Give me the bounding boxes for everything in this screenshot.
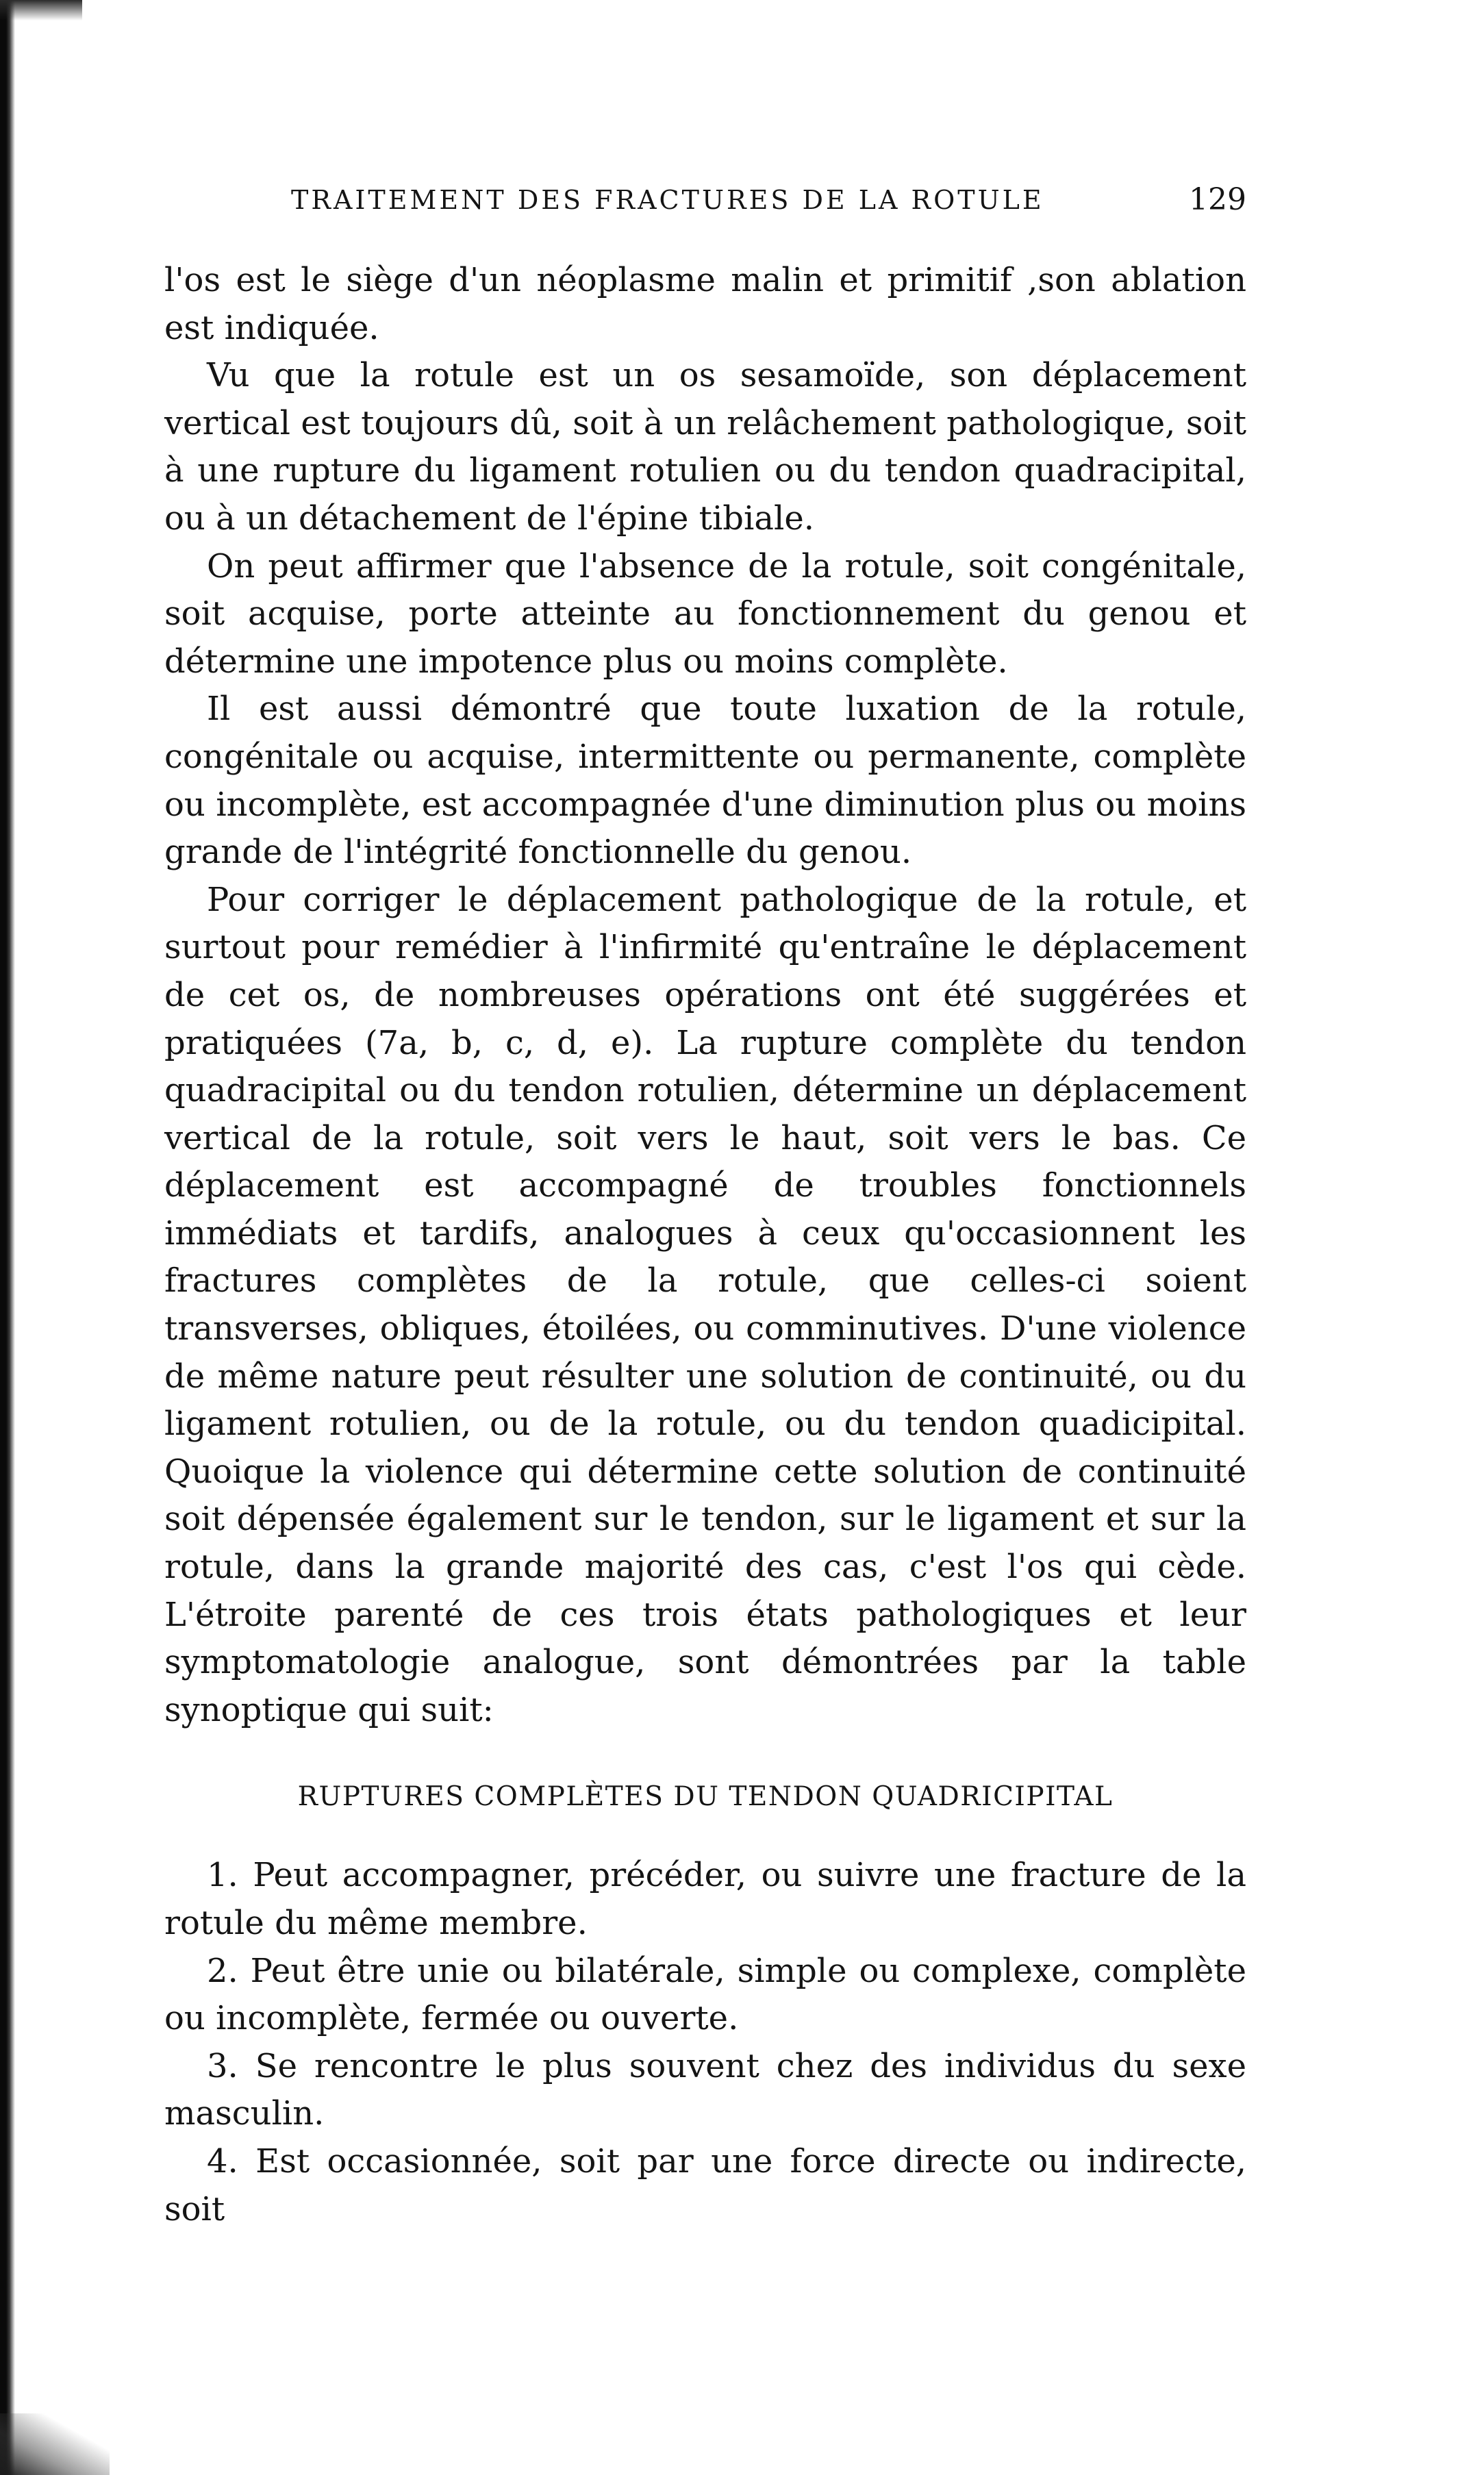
list-item: 4. Est occasionnée, soit par une force directe ou indirecte, soit — [164, 2141, 1246, 2228]
paragraph-continued: l'os est le siège d'un néoplasme malin et primitif ,son ablation est indiquée. — [164, 261, 1246, 347]
paragraph: Il est aussi démontré que toute luxation de la rotule, congénitale ou acquise, intermittente ou permanente, complète ou incomplète, est accompagnée d'une diminution plus ou moins grande de l'intégrité fonctionnelle du genou. — [164, 690, 1246, 872]
page-number: 129 — [1189, 182, 1246, 217]
book-page — [164, 0, 1246, 2475]
paragraph: On peut affirmer que l'absence de la rotule, soit congénitale, soit acquise, porte atteinte au fonctionnement du genou et détermine une impotence plus ou moins complète. — [164, 546, 1246, 681]
section-heading: RUPTURES COMPLÈTES DU TENDON QUADRICIPITAL — [297, 1781, 1114, 1813]
scan-bottom-shadow — [0, 2413, 110, 2475]
body-text — [164, 257, 1246, 2233]
list-item: 2. Peut être unie ou bilatérale, simple ou complexe, complète ou incomplète, fermée ou ouverte. — [164, 1951, 1246, 2038]
running-head — [164, 179, 1246, 221]
scan-binding-edge — [0, 0, 15, 2475]
running-title: TRAITEMENT DES FRACTURES DE LA ROTULE — [291, 185, 1044, 215]
paragraph: Vu que la rotule est un os sesamoïde, son déplacement vertical est toujours dû, soit à un relâchement pathologique, soit à une rupture du ligament rotulien ou du tendon quadracipital, ou à un détachement de l'épine tibiale. — [164, 356, 1246, 538]
list-item: 3. Se rencontre le plus souvent chez des individus du sexe masculin. — [164, 2046, 1246, 2133]
list-item: 1. Peut accompagner, précéder, ou suivre une fracture de la rotule du même membre. — [164, 1856, 1246, 1942]
paragraph: Pour corriger le déplacement pathologique de la rotule, et surtout pour remédier à l'infirmité qu'entraîne le déplacement de cet os, de nombreuses opérations ont été suggérées et pratiquées (7a, b, c, d, e). La rupture complète du tendon quadracipital ou du tendon rotulien, détermine un déplacement vertical de la rotule, soit vers le haut, soit vers le bas. Ce déplacement est accompagné de troubles fonctionnels immédiats et tardifs, analogues à ceux qu'occasionnent les fractures complètes de la rotule, que celles-ci soient transverses, obliques, étoilées, ou comminutives. D'une violence de même nature peut résulter une solution de continuité, ou du ligament rotulien, ou de la rotule, ou du tendon quadicipital. Quoique la violence qui détermine cette solution de continuité soit dépensée également sur le tendon, sur le ligament et sur la rotule, dans la grande majorité des cas, c'est l'os qui cède. L'étroite parenté de ces trois états pathologiques et leur symptomatologie analogue, sont démontrées par la table synoptique qui suit: — [164, 880, 1246, 1729]
scan-top-shadow — [0, 0, 82, 21]
